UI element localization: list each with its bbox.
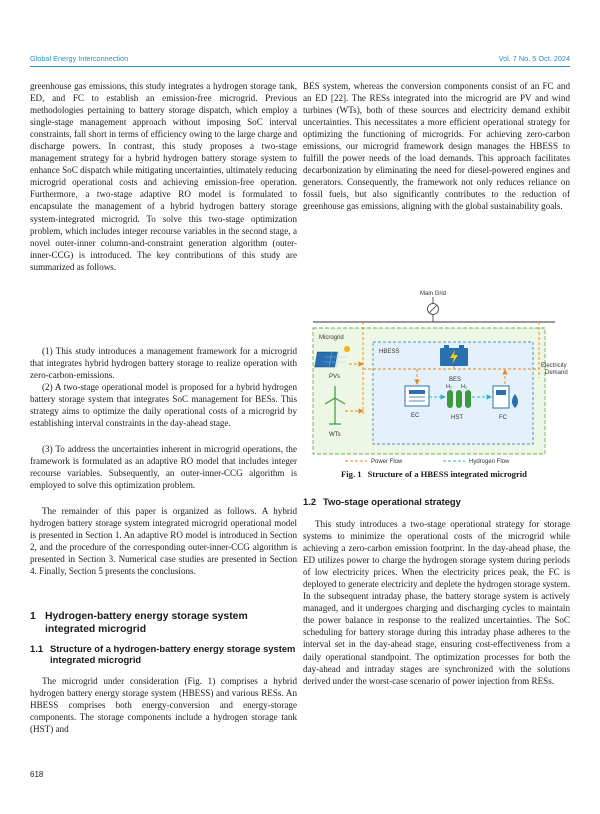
label-electricity-demand-1: Electricity <box>541 363 567 369</box>
left-column <box>30 80 297 735</box>
section-1-heading <box>30 611 297 640</box>
section-1-1-title: Structure of a hydrogen-battery energy storage system integrated microgrid <box>50 643 296 666</box>
label-hbess: HBESS <box>379 349 400 355</box>
paragraph-contribution-1: (1) This study introduces a management framework for a microgrid that integrates hybrid hydrogen battery storage to realize operation with zero-carbon-emissions. <box>30 346 297 381</box>
volume-info: Vol. 7 No. 5 Oct. 2024 <box>498 54 570 63</box>
running-head <box>30 54 570 66</box>
page-number: 618 <box>30 770 44 779</box>
header-rule <box>30 66 570 67</box>
section-1-2-number: 1.2 <box>303 496 317 507</box>
figure-caption-text: Structure of a HBESS integrated microgrid <box>367 469 527 479</box>
section-1-number: 1 <box>30 611 36 622</box>
right-column-lower <box>303 496 570 687</box>
right-column <box>303 80 570 213</box>
legend-hydrogen-flow: Hydrogen Flow <box>469 459 510 465</box>
paragraph-hbess-description: BES system, whereas the conversion components consist of an FC and an ED [22]. The RESs integrated into the microgrid are PV and wind turbines (WTs), both of these sources and electricity demand exhibit uncertainties. This necessitates a more efficient operational strategy for optimizing the functioning of microgrids. For achieving zero-carbon emissions, our microgrid framework design manages the HBESS to fulfill the power needs of the load demands. This approach facilitates decarbonization by eliminating the need for diesel-powered engines and generators. Consequently, the framework not only reduces reliance on fossil fuels, but also significantly contributes to the reduction of greenhouse gas emissions, aligning with the global sustainability goals. <box>303 81 570 212</box>
paragraph-paper-organization: The remainder of this paper is organized as follows. A hybrid hydrogen battery storage system integrated microgrid operational model is presented in Section 1. An adaptive RO model is introduced in Section 2, and the procedure of the corresponding outer-inner-CCG algorithm is presented in Section 3. Numerical case studies are presented in Section 4. Finally, Section 5 presents the conclusions. <box>30 506 297 577</box>
label-microgrid: Microgrid <box>319 335 344 341</box>
paragraph-contribution-2: (2) A two-stage operational model is proposed for a hybrid hydrogen battery storage system that integrates SoC management for BESs. This strategy aims to optimize the daily operational costs of a microgrid by establishing interval constraints in the day-ahead stage. <box>30 382 297 429</box>
label-bes: BES <box>449 377 462 383</box>
legend-power-flow: Power Flow <box>371 459 403 465</box>
figure-hbess-microgrid <box>305 286 568 466</box>
section-1-1-number: 1.1 <box>30 643 44 654</box>
journal-name: Global Energy Interconnection <box>30 54 129 63</box>
section-1-2-title: Two-stage operational strategy <box>323 496 461 507</box>
paragraph-intro-continued: greenhouse gas emissions, this study integrates a hydrogen storage tank, ED, and FC to establish an emission-free microgrid. Previous methodologies pertaining to battery storage dispatch, which employ a single-stage management approach without imposing SoC interval constraints, fall short in terms of efficiency owing to the large charge and discharge powers. In contrast, this study proposes a two-stage management strategy for a hybrid hydrogen battery storage system to enhance SoC dispatch while mitigating uncertainties, ultimately reducing microgrid operational costs and achieving emission-free operation. Furthermore, a two-stage adaptive RO model is formulated to encapsulate the management of a hybrid hydrogen battery storage system-integrated microgrid. To solve this two-stage optimization problem, which includes integer recourse variables in the second stage, a novel outer-inner column-and-constraint generation algorithm (outer-inner-CCG) is introduced. The key contributions of this study are summarized as follows. <box>30 81 297 272</box>
label-ec: EC <box>411 413 420 419</box>
label-pvs: PVs <box>329 374 341 380</box>
label-h2-2: H₂ <box>461 384 467 390</box>
label-electricity-demand-2: Demand <box>545 370 568 376</box>
section-1-title: Hydrogen-battery energy storage system integrated microgrid <box>45 611 248 635</box>
battery-icon <box>440 345 468 366</box>
label-main-grid: Main Grid <box>419 291 447 297</box>
figure-caption-label: Fig. 1 <box>341 469 362 479</box>
label-hst: HST <box>451 415 463 421</box>
label-wts: WTs <box>329 432 341 438</box>
figure-legend <box>345 459 510 465</box>
microgrid-diagram <box>305 286 568 466</box>
paragraph-two-stage-strategy: This study introduces a two-stage operational strategy for storage systems to minimize the operational costs of the microgrid while achieving a zero-carbon emission footprint. In the day-ahead phase, the ED utilizes power to charge the hydrogen storage system during periods of low electricity prices. When the electricity prices peak, the FC is deployed to generate electricity and deplete the hydrogen storage system. In the subsequent intraday phase, the battery storage system is actively managed, and it undergoes charging and discharging cycles to maintain the power balance in response to the realized uncertainties. The SoC scheduling for battery storage during this intraday phase adheres to the interval set in the day-ahead stage, ensuring cost-effectiveness from a daily operational standpoint. The optimization processes for both the day-ahead and intraday stages are synchronized with the solutions derived under the worst-case scenario of power injection from RESs. <box>303 519 570 686</box>
hydrogen-tank-icon <box>447 390 471 408</box>
electrolyzer-icon <box>405 386 429 406</box>
paragraph-microgrid-structure: The microgrid under consideration (Fig. 1) comprises a hybrid hydrogen battery energy storage system (HBESS) and various RESs. An HBESS comprises both energy-conversion and energy-storage components. The storage components include a hydrogen storage tank (HST) and <box>30 676 297 735</box>
label-h2-1: H₂ <box>446 384 452 390</box>
section-1-2-heading <box>303 496 570 514</box>
section-1-1-heading <box>30 643 297 669</box>
transformer-icon <box>428 304 439 315</box>
label-fc: FC <box>499 415 507 421</box>
figure-caption <box>305 469 563 479</box>
paragraph-contribution-3: (3) To address the uncertainties inherent in microgrid operations, the framework is formulated as an adaptive RO model that includes integer recourse variables. Subsequently, an outer-inner-CCG algorithm is employed to solve this optimization problem. <box>30 444 297 491</box>
